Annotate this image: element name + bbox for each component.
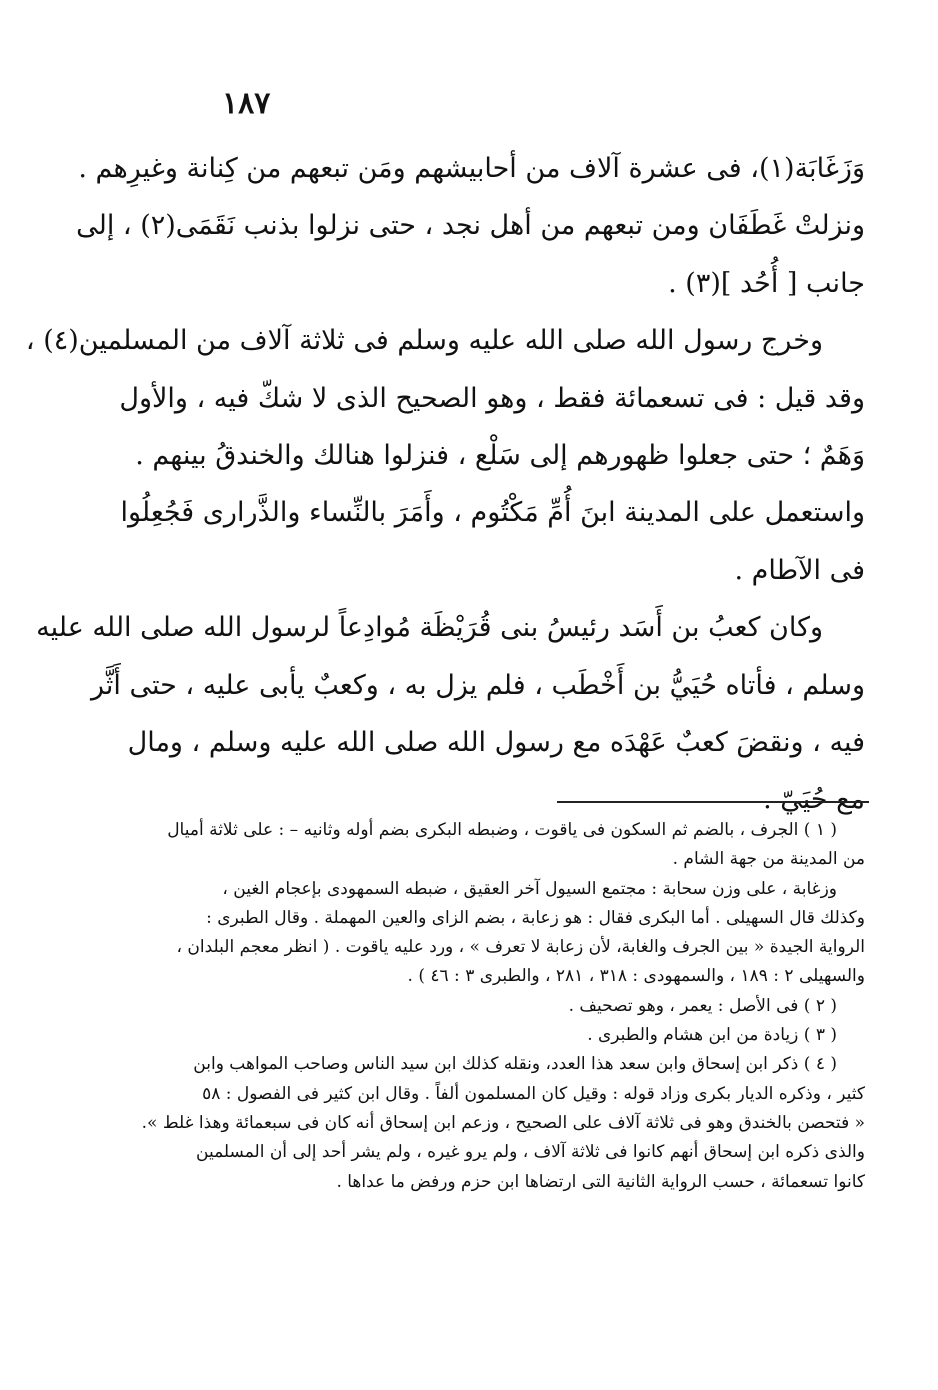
footnote-line: ( ٢ ) فى الأصل : يعمر ، وهو تصحيف .	[568, 995, 837, 1016]
page-number: ١٨٧	[222, 86, 271, 121]
body-line: وكان كعبُ بن أَسَد رئيسُ بنى قُرَيْظَة مُوادِعاً لرسول الله صلى الله عليه	[36, 612, 823, 644]
footnote-line: والسهيلى ٢ : ١٨٩ ، والسمهودى : ٣١٨ ، ٢٨١ ، والطبرى ٣ : ٤٦ ) .	[407, 966, 865, 987]
body-line: وَهَمٌ ؛ حتى جعلوا ظهورهم إلى سَلْع ، فنزلوا هنالك والخندقُ بينهم .	[135, 439, 865, 471]
body-line: فيه ، ونقضَ كعبٌ عَهْدَه مع رسول الله صلى الله عليه وسلم ، ومال	[127, 726, 865, 758]
footnote-line: ( ٤ ) ذكر ابن إسحاق وابن سعد هذا العدد، ونقله كذلك ابن سيد الناس وصاحب المواهب وابن	[193, 1054, 837, 1075]
body-line: وخرج رسول الله صلى الله عليه وسلم فى ثلاثة آلاف من المسلمين(٤) ،	[25, 325, 823, 357]
body-line: جانب [ أُحُد ](٣) .	[668, 267, 865, 299]
body-line: وَزَغَابَة(١)، فى عشرة آلاف من أحابيشهم ومَن تبعهم من كِنانة وغيرِهم .	[78, 153, 865, 184]
footnote-line: وكذلك قال السهيلى . أما البكرى فقال : هو زعابة ، بضم الزاى والعين المهملة . وقال الطبرى :	[206, 907, 865, 928]
footnote-line: وزغابة ، على وزن سحابة : مجتمع السيول آخر العقيق ، ضبطه السمهودى بإعجام الغين ،	[222, 878, 837, 899]
main-text	[25, 140, 865, 829]
footnote-line: من المدينة من جهة الشام .	[672, 849, 865, 870]
footnote-line: ( ١ ) الجرف ، بالضم ثم السكون فى ياقوت ، وضبطه البكرى بضم أوله وثانيه – : على ثلاثة أميال	[167, 820, 837, 840]
footnotes	[141, 816, 865, 1197]
body-line: وسلم ، فأتاه حُيَيُّ بن أَخْطَب ، فلم يزل به ، وكعبٌ يأبى عليه ، حتى أَثَّر	[91, 669, 865, 701]
footnote-line: كانوا تسعمائة ، حسب الرواية الثانية التى ارتضاها ابن حزم ورفض ما عداها .	[336, 1171, 865, 1192]
body-line: ونزلتْ غَطَفَان ومن تبعهم من أهل نجد ، حتى نزلوا بذنب نَقَمَى(٢) ، إلى	[76, 210, 865, 242]
footnote-line: « فتحصن بالخندق وهو فى ثلاثة آلاف على الصحيح ، وزعم ابن إسحاق أنه كان فى سبعمائة وهذا غلط ».	[141, 1112, 865, 1133]
footnote-line: كثير ، وذكره الديار بكرى وزاد قوله : وقيل كان المسلمون ألفاً . وقال ابن كثير فى الفصول : ٥٨	[202, 1083, 865, 1104]
footnote-line: الرواية الجيدة « بين الجرف والغابة، لأن زعابة لا تعرف » ، ورد عليه ياقوت . ( انظر معجم البلدان ،	[176, 937, 865, 958]
body-line: مع حُيَيّ .	[763, 784, 865, 816]
body-line: واستعمل على المدينة ابنَ أُمِّ مَكْتُوم ، وأَمَرَ بالنِّساء والذَّرارى فَجُعِلُوا	[120, 497, 865, 529]
body-line: وقد قيل : فى تسعمائة فقط ، وهو الصحيح الذى لا شكّ فيه ، والأول	[119, 382, 865, 414]
footnote-divider	[557, 801, 869, 803]
footnote-line: ( ٣ ) زيادة من ابن هشام والطبرى .	[587, 1025, 837, 1046]
body-line: فى الآطام .	[734, 554, 865, 586]
footnote-line: والذى ذكره ابن إسحاق أنهم كانوا فى ثلاثة آلاف ، ولم يرو غيره ، ولم يشر أحد إلى أن المسلمين	[196, 1142, 865, 1163]
